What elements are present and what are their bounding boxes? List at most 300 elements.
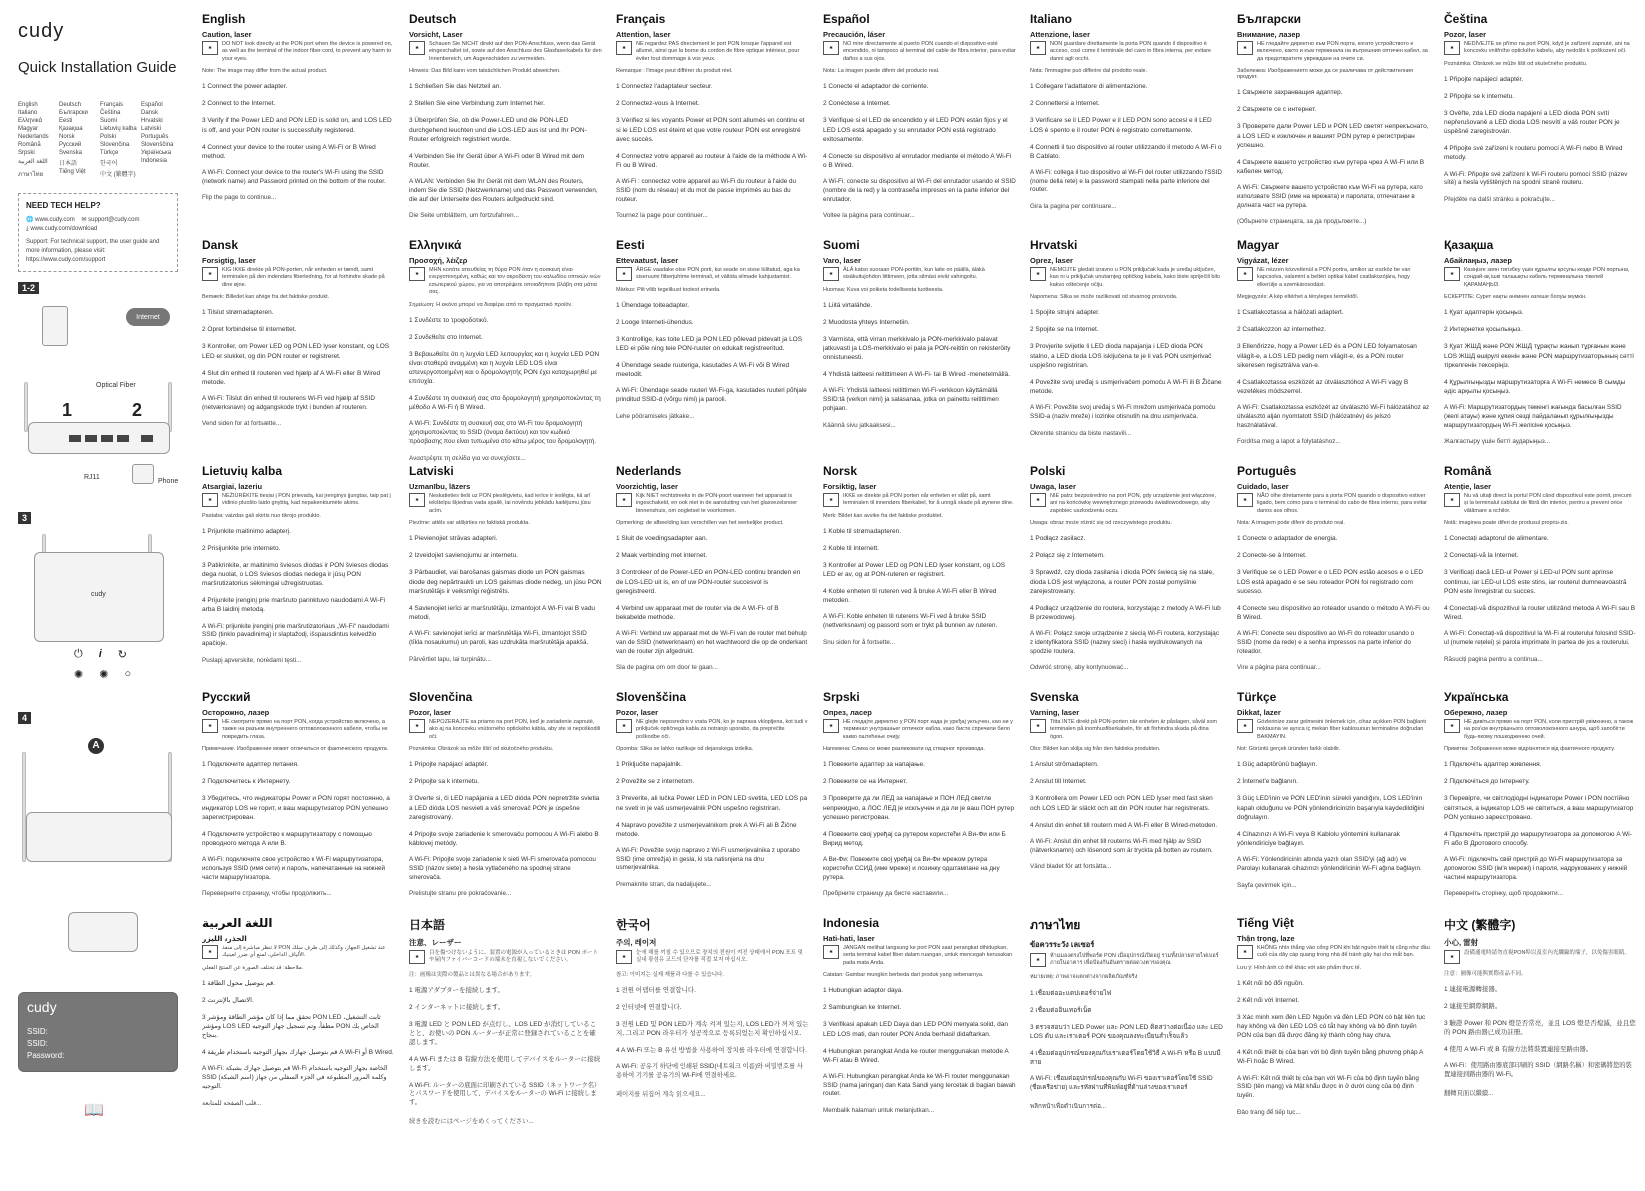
language-section [1030, 10, 1223, 236]
led-on-icon: ✺ [74, 669, 84, 681]
support-note: Support: For technical support, the user guide and more information, please visit: https://www.cudy.com/support [26, 239, 160, 263]
caution-text: NIE patrz bezpośrednio na port PON, gdy urządzenie jest włączone, ani na końcówkę wewnętrznego przewodu światłowodowego, aby zapobiec uszkodzeniu oczu. [1050, 493, 1217, 514]
laser-warning-icon: ✱ [1030, 267, 1046, 281]
illustration-wifi [18, 732, 178, 1132]
language-heading: Svenska [1030, 690, 1079, 704]
install-step: 4 Συνδέστε τη συσκευή σας στο δρομολογητή χρησιμοποιώντας τη μέθοδο A Wi-Fi ή B Wired. [409, 395, 601, 412]
install-step: 1 Повежите адаптер за напајање. [823, 761, 925, 769]
illustration-connect [18, 302, 178, 502]
wifi-instruction: A Wi-Fi: Свържете вашето устройство към Wi-Fi на рутера, като използвате SSID (име на мрежата) и паролата, отпечатани в долната част на рутера. [1237, 183, 1423, 209]
caution-title: Varo, laser [823, 256, 861, 265]
wifi-instruction: A Wi-Fi: Verbind uw apparaat met de Wi-Fi van de router met behulp van de SSID (netwerknaam) en het wachtwoord die op de onderkant van de router zijn afgedrukt. [616, 629, 808, 655]
wifi-instruction: A Wi-Fi: Yhdistä laitteesi reitittimen Wi-Fi-verkkoon käyttämällä SSID:tä (verkon nimi) ja salasanaa, jotka on painettu reitittimen pohjaan. [823, 387, 999, 413]
power-adapter [42, 306, 68, 346]
install-step: 4 使用 A Wi-Fi 或 B 有線方法將裝置連接至路由器。 [1444, 1046, 1593, 1054]
language-index-item: Eesti [59, 118, 73, 124]
install-step: 2 Pripojte sa k internetu. [409, 778, 480, 786]
language-index-item: Suomi [100, 118, 118, 124]
laser-warning-icon: ✱ [1237, 719, 1253, 733]
language-index-item: Indonesia [141, 158, 168, 164]
language-section [1444, 236, 1637, 462]
install-step: 2 الاتصال بالإنترنت. [202, 996, 254, 1004]
install-step: 2 Connectez-vous à Internet. [616, 100, 700, 108]
language-heading: Français [616, 12, 666, 26]
language-section [1444, 10, 1637, 236]
note-text: Not: Görüntü gerçek üründen farklı olabilir. [1237, 746, 1341, 753]
note-text: Σημείωση: Η εικόνα μπορεί να διαφέρει από το πραγματικό προϊόν. [409, 301, 573, 308]
caution-text: 設備通電時請勿直視PON埠以及室內光纖線的端子，以免傷害眼睛。 [1464, 950, 1630, 956]
caution-title: Опрез, ласер [823, 708, 872, 717]
caution-text: DO NOT look directly at the PON port when the device is powered on, as well as the terminal of the indoor fiber cord, to prevent any harm to your eyes. [222, 41, 393, 62]
language-index-item: English [18, 102, 38, 108]
language-index-item: Slovenčina [100, 142, 130, 148]
laser-warning-icon: ✱ [1444, 41, 1460, 55]
caution-text: JANGAN melihat langsung ke port PON saat perangkat dihidupkan, serta terminal kabel fiber dalam ruangan, untuk mencegah kerusakan pada mata Anda. [843, 945, 1013, 966]
laser-warning-icon: ✱ [1444, 493, 1460, 507]
install-step: 2 Připojte se k internetu. [1444, 92, 1515, 100]
language-index-item: اللغة العربية [18, 159, 48, 165]
language-index-item: Dansk [141, 110, 159, 116]
language-heading: Čeština [1444, 12, 1488, 26]
install-step: 4 Podłącz urządzenie do routera, korzystając z metody A Wi-Fi lub B przewodowej. [1030, 604, 1221, 621]
caution-title: Προσοχή, λέιζερ [409, 256, 468, 265]
language-index-item: Magyar [18, 126, 39, 132]
laser-warning-icon: ✱ [1237, 945, 1253, 959]
caution-row [409, 41, 602, 63]
ethernet-port [117, 435, 129, 442]
install-step: 3 Patikrinkite, ar maitinimo šviesos diodas ir PON šviesos diodas dega nuolat, o LOS šviesos diodas nedega ir jūsų PON maršrutizatorius sėkmingai užregistruotas. [202, 562, 389, 588]
caution-text: ÄLÄ katso suoraan PON-porttiin, kun laite on päällä, äläkä sisäkuitujohdon liittimeen, jotta silmäsi eivät vahingoitu. [843, 267, 985, 281]
install-step: 4 Подключите устройство к маршрутизатору с помощью проводного метода A или B. [202, 830, 372, 847]
install-step: 1 Schließen Sie das Netzteil an. [409, 83, 502, 91]
wifi-instruction: A Wi-Fi: Conecte seu dispositivo ao Wi-Fi do roteador usando o SSID (nome da rede) e a senha impressos na parte inferior do roteador. [1237, 629, 1415, 655]
language-section [823, 914, 1016, 1140]
language-columns [202, 10, 1637, 1140]
language-heading: Español [823, 12, 870, 26]
install-step: 4 Povežite svoj uređaj s usmjerivačem pomoću A Wi-Fi ili B Žičane metode. [1030, 378, 1222, 395]
tech-help-title: NEED TECH HELP? [26, 201, 101, 210]
language-heading: Latviski [409, 464, 454, 478]
caution-text: НЕ смотрите прямо на порт PON, когда устройство включено, а также на разъем внутреннего оптоволоконного кабеля, чтобы не повредить глаза. [222, 719, 388, 740]
install-step: 1 Pripojte napájací adaptér. [409, 761, 489, 769]
install-step: 2 Conecte-se à Internet. [1237, 552, 1307, 560]
install-step: 2 인터넷에 연결합니다. [616, 1003, 682, 1011]
laser-warning-icon: ✱ [202, 41, 218, 55]
flip-page-text: Sla de pagina om om door te gaan... [616, 664, 718, 672]
install-step: 4 Csatlakoztassa eszközét az útválasztóhoz A Wi-Fi vagy B vezetékes módszerrel. [1237, 378, 1409, 395]
install-step: 2 Connettersi a Internet. [1030, 100, 1100, 108]
flip-page-text: Okrenite stranicu da biste nastavili... [1030, 429, 1132, 437]
wifi-instruction: A Wi-Fi: Συνδέστε τη συσκευή σας στο Wi-Fi του δρομολογητή χρησιμοποιώντας το SSID (όνομα δικτύου) και τον κωδικό πρόσβασης που είναι τυπωμένα στο κάτω μέρος του δρομολογητή. [409, 420, 597, 446]
caution-text: NÃO olhe diretamente para a porta PON quando o dispositivo estiver ligado, bem como para o terminal do cabo de fibra interno, para evitar danos aos olhos. [1257, 493, 1427, 514]
language-section [616, 462, 809, 688]
language-section [1237, 688, 1430, 914]
caution-row [1237, 719, 1430, 741]
install-step: 4 Свържете вашето устройство към рутера чрез A Wi-Fi или B кабелен метод. [1237, 158, 1425, 175]
language-section [616, 914, 809, 1140]
wifi-instruction: A Wi-Fi: Маршрутизатордың төменгі жағында басылған SSID (желі атауы) және құпия сөзді пайдаланып құрылғыңызды маршрутизатордың Wi-Fi желісіне қосыңыз. [1444, 403, 1622, 429]
laser-warning-icon: ✱ [1030, 493, 1046, 507]
install-step: 3 Sprawdź, czy dioda zasilania i dioda PON świecą się na stałe, dioda LOS jest wyłączona, a router PON został pomyślnie zarejestrowany. [1030, 569, 1214, 595]
caution-row [409, 267, 602, 297]
install-step: 4 Koble enheten til ruteren ved å bruke A Wi-Fi eller B Wired metoden. [823, 588, 997, 605]
install-step: 2 Повежите се на Интернет. [823, 778, 908, 786]
install-step: 3 Preverite, ali lučka Power LED in PON LED svetita, LED LOS pa ne sveti in je vaš usmerjevalnik PON uspešno registriran. [616, 795, 808, 812]
caution-text: NE glejte neposredno v vrata PON, ko je naprava vklopljena, kot tudi v priključek optičnega kabla za notranjo uporabo, da preprečite poškodbe oči. [636, 719, 808, 740]
install-step: 2 Izveidojiet savienojumu ar internetu. [409, 552, 519, 560]
install-step: 3 Vérifiez si les voyants Power et PON sont allumés en continu et si le LED LOS est éteint et que votre routeur PON est enregistré avec succès. [616, 117, 805, 143]
caution-title: Thận trọng, laze [1237, 934, 1295, 943]
caution-title: Forsiktig, laser [823, 482, 877, 491]
language-heading: 中文 (繁體字) [1444, 918, 1516, 932]
language-section [1030, 236, 1223, 462]
install-step: 3 تحقق مما إذا كان مؤشر الطاقة ومؤشر PON LED ثابت التشغيل، ومؤشر LOS LED مطفأ، وتم تسجيل جهاز التوجيه PON الخاص بك بنجاح. [202, 1014, 381, 1040]
install-step: 1 Csatlakoztassa a hálózati adaptert. [1237, 309, 1344, 317]
flip-page-text: Sayfa çevirmek için... [1237, 881, 1297, 889]
optical-fiber-label: Optical Fiber [96, 382, 136, 389]
laser-warning-icon: ✱ [823, 41, 839, 55]
language-section [202, 236, 395, 462]
install-step: 3 Βεβαιωθείτε ότι η λυχνία LED λειτουργίας και η λυχνία LED PON είναι σταθερά αναμμένη και η λυχνία LED LOS είναι απενεργοποιημένη και ο δρομολογητής PON έχει καταχωρηθεί με επιτυχία. [409, 350, 600, 386]
laser-warning-icon: ✱ [823, 493, 839, 507]
caution-row [202, 41, 395, 63]
install-step: 3 Überprüfen Sie, ob die Power-LED und die PON-LED durchgehend leuchten und die LOS-LED aus ist und Ihr PON-Router erfolgreich registriert wurde. [409, 117, 587, 143]
language-heading: Norsk [823, 464, 858, 478]
flip-page-text: Voltee la página para continuar... [823, 212, 915, 220]
caution-text: NEDÍVEJTE se přímo na port PON, když je zařízení zapnuté, ani na koncovku vnitřního optického kabelu, aby nedošlo k poškození očí. [1464, 41, 1630, 55]
caution-text: Kijk NIET rechtstreeks in de PON-poort wanneer het apparaat is ingeschakeld, en ook niet in de aansluiting van het glasvezelsnoer binnenshuis, om oogletsel te voorkomen. [636, 493, 798, 514]
caution-row [1030, 719, 1223, 741]
install-step: 1 Podłącz zasilacz. [1030, 535, 1086, 543]
caution-title: Vorsicht, Laser [409, 30, 463, 39]
caution-text: NEŽIŪRĖKITE tiesiai į PON prievadą, kai įrenginys įjungtas, taip pat į vidinio pluošto laido gnybtą, kad nepakenktumėte akims. [222, 493, 391, 507]
install-step: 2 Свържете се с интернет. [1237, 106, 1317, 114]
install-step: 4 Connetti il tuo dispositivo al router utilizzando il metodo A Wi-Fi o B Cablato. [1030, 143, 1222, 160]
caution-title: Precaución, láser [823, 30, 886, 39]
wifi-instruction: A Wi-Fi: Anslut din enhet till routerns Wi-Fi med hjälp av SSID (nätverksnamn) och lösenord som är tryckta på botten av routern. [1030, 837, 1213, 854]
flip-page-text: Vend siden for at fortsætte... [202, 420, 282, 428]
caution-text: НЕ гледайте директно към PON порта, когато устройството е включено, както и към терминала на вътрешния оптичен кабел, за да предотвратите увреждане на очите си. [1257, 41, 1428, 62]
language-section [823, 236, 1016, 462]
laser-warning-icon: ✱ [202, 945, 218, 959]
language-section [616, 10, 809, 236]
caution-row [202, 493, 395, 508]
install-step: 2 Csatlakozzon az internethez. [1237, 326, 1326, 334]
led-indicator-row [74, 648, 127, 661]
install-step: 2 Conectați-vă la Internet. [1444, 552, 1519, 560]
wifi-instruction: A Wi-Fi: เชื่อมต่ออุปกรณ์ของคุณกับ Wi-Fi ของเราเตอร์โดยใช้ SSID (ชื่อเครือข่าย) และรหัสผ่านที่พิมพ์อยู่ที่ด้านล่างของเราเตอร์ [1030, 1075, 1213, 1092]
install-step: 3 Provjerite svijetle li LED dioda napajanja i LED dioda PON stalno, a LED dioda LOS isključena te je li vaš PON usmjerivač uspješno registriran. [1030, 343, 1212, 369]
caution-title: Внимание, лазер [1237, 30, 1301, 39]
language-section [1237, 10, 1430, 236]
flip-page-text: Membalik halaman untuk melanjutkan... [823, 1107, 934, 1115]
language-section [823, 462, 1016, 688]
language-heading: Srpski [823, 690, 860, 704]
language-heading: Slovenščina [616, 690, 687, 704]
install-step: 1 Conecte o adaptador de energia. [1237, 535, 1338, 543]
install-step: 1 Priključite napajalnik. [616, 761, 683, 769]
language-section [1030, 914, 1223, 1140]
wifi-instruction: A Ви-Фи: Повежите свој уређај са Ви-Фи мрежом рутера користећи ССИД (име мреже) и лозинку одштампане на дну рутера. [823, 855, 1000, 881]
caution-title: Forsigtig, laser [202, 256, 256, 265]
install-step: 3 Verificați dacă LED-ul Power și LED-ul PON sunt aprinse continuu, iar LED-ul LOS este stins, iar routerul dumneavoastră PON este înregistrat cu succes. [1444, 569, 1627, 595]
caution-text: IKKE se direkte på PON porten når enheten er slått på, samt terminalen til innendørs fiberkabel, for å unngå skade på øynene dine. [843, 493, 1014, 507]
language-index-item: Italiano [18, 110, 38, 116]
install-step: 4 Connect your device to the router using A Wi-Fi or B Wired method. [202, 143, 376, 160]
caution-title: Осторожно, лазер [202, 708, 270, 717]
caution-text: Schauen Sie NICHT direkt auf den PON-Anschluss, wenn das Gerät eingeschaltet ist, sowie auf den Anschluss des Glasfaserkabels für den Innenbereich, um Augenschäden zu vermeiden. [429, 41, 602, 62]
caution-row [1444, 719, 1637, 741]
language-section [1030, 688, 1223, 914]
laser-warning-icon: ✱ [1237, 41, 1253, 55]
language-heading: English [202, 12, 246, 26]
note-text: Megjegyzés: A kép eltérhet a tényleges terméktől. [1237, 294, 1359, 301]
router-front [34, 552, 164, 642]
install-step: 4 Verbind uw apparaat met de router via de A Wi-Fi- of B bekabelde methode. [616, 604, 779, 621]
brand-logo: cudy [18, 20, 65, 42]
laser-warning-icon: ✱ [409, 719, 425, 733]
caution-row [202, 719, 395, 741]
caution-row [1237, 267, 1430, 289]
caution-text: ΜΗΝ κοιτάτε απευθείας τη θύρα PON όταν η συσκευή είναι ενεργοποιημένη, καθώς και τον ακροδέκτη του καλωδίου οπτικών ινών εσωτερικού χώρου, για να αποτρέψετε οποιαδήποτε βλάβη στα μάτια σας. [429, 267, 601, 296]
language-heading: ภาษาไทย [1030, 918, 1081, 932]
caution-title: Pozor, laser [409, 708, 452, 717]
caution-row [1237, 41, 1430, 63]
wifi-instruction: A Wi-Fi: Połącz swoje urządzenie z siecią Wi-Fi routera, korzystając z identyfikatora SSID (nazwy sieci) i hasła wydrukowanych na spodzie routera. [1030, 629, 1219, 655]
install-step: 2 インターネットに接続します。 [409, 1003, 505, 1011]
language-heading: Português [1237, 464, 1297, 478]
caution-row [616, 950, 809, 965]
laser-warning-icon: ✱ [1030, 41, 1046, 55]
los-icon: ↻ [117, 649, 127, 661]
wifi-instruction: A Wi-Fi: savienojiet ierīci ar maršrutētāja Wi-Fi, izmantojot SSID (tīkla nosaukumu) un paroli, kas uzdrukāta maršrutētāja apakšā. [409, 629, 589, 646]
flip-page-text: Pārvērtiet lapu, lai turpinātu... [409, 655, 491, 663]
flip-page-text: Gira la pagina per continuare... [1030, 203, 1117, 211]
language-section [823, 688, 1016, 914]
install-step: 4 Pripojte svoje zariadenie k smerovaču pomocou A Wi-Fi alebo B káblovej metódy. [409, 830, 599, 847]
language-section [1237, 462, 1430, 688]
step-badge-1-2: 1-2 [18, 282, 39, 294]
email-link[interactable]: support@cudy.com [88, 217, 140, 223]
connector-number-1: 1 [62, 400, 73, 420]
language-index-item: Română [18, 142, 41, 148]
website-row [26, 216, 170, 225]
install-step: 4 Hubungkan perangkat Anda ke router menggunakan metode A Wi-Fi atau B Wired. [823, 1047, 1009, 1064]
wifi-instruction: A Wi-Fi: Povežite svoj uređaj s Wi-Fi mrežom usmjerivača pomoću SSID-a (naziv mreže) i lozinke otisnutih na dnu usmjerivača. [1030, 403, 1216, 420]
language-section [202, 914, 395, 1140]
caution-title: الحذر، الليزر [202, 934, 247, 943]
language-heading: Hrvatski [1030, 238, 1078, 252]
language-heading: Dansk [202, 238, 239, 252]
caution-text: NO mire directamente al puerto PON cuando el dispositivo esté encendido, ni tampoco al terminal del cable de fibra interior, para evitar daños a sus ojos. [843, 41, 1016, 62]
note-text: 注意：圖像可能與實際產品不同。 [1444, 971, 1527, 977]
install-step: 1 電源アダプターを接続します。 [409, 986, 504, 994]
caution-title: Pozor, laser [1444, 30, 1487, 39]
flip-page-text: Flip the page to continue... [202, 194, 277, 202]
info-icon: i [98, 648, 102, 660]
caution-text: ÄRGE vaadake otse PON porti, kui seade on sisse lülitatud, aga ka siseruumi fiiberjuhtme terminali, et vältida silmade kahjustamist. [636, 267, 800, 281]
laser-warning-icon: ✱ [1030, 719, 1046, 733]
language-heading: 한국어 [616, 918, 651, 932]
router-label-card [18, 992, 178, 1072]
install-step: 1 Collegare l'adattatore di alimentazione. [1030, 83, 1148, 91]
laser-warning-icon: ✱ [616, 719, 632, 733]
note-text: Примітка: Зображення може відрізнятися від фактичного продукту. [1444, 746, 1615, 753]
note-text: Pastaba: vaizdas gali skirtis nuo tikrojo produkto. [202, 512, 321, 519]
language-heading: Қазақша [1444, 238, 1494, 252]
internet-cloud-icon: Internet [126, 308, 170, 326]
caution-text: KIG IKKE direkte på PON-porten, når enheden er tændt, samt terminalen på den indendørs fiberledning, for at forhindre skade på dine øjne. [222, 267, 385, 288]
led-off-icon: ○ [124, 668, 132, 680]
website-link[interactable]: www.cudy.com [35, 217, 75, 223]
language-heading: Українська [1444, 690, 1509, 704]
flip-page-text: Fordítsa meg a lapot a folytatáshoz... [1237, 438, 1341, 446]
language-section [202, 10, 395, 236]
install-step: 4 Kết nối thiết bị của bạn với bộ định tuyến bằng phương pháp A Wi-Fi hoặc B Wired. [1237, 1049, 1423, 1066]
led-on-icon: ✺ [99, 669, 109, 681]
install-step: 1 Güç adaptörünü bağlayın. [1237, 761, 1318, 769]
install-step: 3 Ověřte, zda LED dioda napájení a LED dioda PON svítí nepřerušovaně a LED dioda LOS nesvítí a váš router PON je úspěšně zaregistrován. [1444, 110, 1620, 136]
language-section [616, 688, 809, 914]
caution-row [409, 719, 602, 741]
laser-warning-icon: ✱ [1237, 267, 1253, 281]
language-heading: Русский [202, 690, 251, 704]
language-index-item: Türkçe [100, 150, 119, 156]
caution-row [823, 267, 1016, 282]
caution-row [823, 493, 1016, 508]
caution-row [1444, 493, 1637, 515]
caution-row [1444, 41, 1637, 56]
flip-page-text: Tournez la page pour continuer... [616, 212, 708, 220]
caution-text: Көзіңізге зиян тигізбеу үшін құрылғы қосулы кезде PON портына, сондай-ақ ішкі талшықты кабель терминалына тікелей ҚАРАМАҢЫЗ. [1464, 267, 1630, 288]
language-heading: Italiano [1030, 12, 1073, 26]
install-step: 2 Koble til Internett. [823, 544, 880, 552]
language-heading: Ελληνικά [409, 238, 462, 252]
laser-warning-icon: ✱ [202, 719, 218, 733]
ethernet-port [101, 435, 113, 442]
install-step: 4 A Wi-Fi 또는 B 유선 방법을 사용하여 장치를 라우터에 연결합니다. [616, 1047, 808, 1055]
caution-text: NEPOZERAJTE sa priamo na port PON, keď je zariadenie zapnuté, ako aj na koncovku vnútorného optického kábla, aby ste si nepoškodili oči. [429, 719, 601, 740]
flip-page-text: Puslapį apverskite, norėdami tęsti... [202, 656, 302, 664]
caution-title: Dikkat, lazer [1237, 708, 1281, 717]
flip-page-text: Vänd bladet för att fortsätta... [1030, 863, 1112, 871]
language-section [409, 236, 602, 462]
install-step: 1 Conecte el adaptador de corriente. [823, 83, 929, 91]
laser-warning-icon: ✱ [823, 945, 839, 959]
note-text: Note: The image may differ from the actual product. [202, 68, 328, 75]
note-text: 注：画像は実際の製品とは異なる場合があります。 [409, 971, 536, 978]
flip-page-text: Odwróć stronę, aby kontynuować... [1030, 664, 1129, 672]
language-heading: 日本語 [409, 918, 446, 932]
caution-row [409, 493, 602, 515]
install-step: 4 Připojte své zařízení k routeru pomocí A Wi-Fi nebo B Wired metody. [1444, 145, 1623, 162]
language-index-item: Deutsch [59, 102, 82, 108]
router-antenna [24, 382, 28, 432]
install-step: 4 Verbinden Sie Ihr Gerät über A Wi-Fi oder B Wired mit dem Router. [409, 152, 585, 169]
laptop-icon [68, 912, 138, 952]
note-text: Lưu ý: Hình ảnh có thể khác với sản phẩm thực tế. [1237, 964, 1362, 971]
language-index-item: Nederlands [18, 134, 49, 140]
wifi-instruction: A Wi-Fi: collega il tuo dispositivo al Wi-Fi del router utilizzando l'SSID (nome della rete) e la password stampati nella parte inferiore del router. [1030, 168, 1222, 194]
caution-text: Neskatieties tieši uz PON pieslēgvietu, kad ierīce ir ieslēgta, kā arī iekštelpu šķiedras vada spailē, lai novērstu jebkādu kaitējumu jūsu acīm. [429, 493, 591, 514]
download-link[interactable]: www.cudy.com/download [30, 226, 98, 232]
install-step: 2 Opret forbindelse til internettet. [202, 326, 297, 334]
language-heading: Slovenčina [409, 690, 473, 704]
book-icon: 📖 [84, 1102, 104, 1119]
mail-icon: ✉ [81, 217, 87, 223]
note-text: Poznámka: Obrázek se může lišit od skutečného produktu. [1444, 60, 1588, 67]
install-step: 3 Ellenőrizze, hogy a Power LED és a PON LED folyamatosan világít-e, a LOS LED pedig nem világít-e, és a PON router sikeresen regisztrálva van-e. [1237, 343, 1417, 369]
install-step: 1 Anslut strömadaptern. [1030, 761, 1099, 769]
install-step: 2 Muodosta yhteys Internetiin. [823, 318, 910, 326]
note-text: Hinweis: Das Bild kann vom tatsächlichen Produkt abweichen. [409, 68, 561, 75]
laser-warning-icon: ✱ [616, 493, 632, 507]
laser-warning-icon: ✱ [409, 950, 425, 964]
note-text: หมายเหตุ: ภาพอาจแตกต่างจากผลิตภัณฑ์จริง [1030, 973, 1138, 980]
note-text: Märkus: Pilt võib tegelikust tootest erineda. [616, 286, 721, 293]
guide-title: Quick Installation Guide [18, 59, 177, 76]
flip-page-text: Răsuciți pagina pentru a continua... [1444, 655, 1543, 663]
language-section [1237, 914, 1430, 1140]
flip-page-text: (Обърнете страницата, за да продължите...) [1237, 218, 1367, 226]
install-step: 2 連接至網際網路。 [1444, 1003, 1502, 1011]
rj11-label: RJ11 [84, 474, 100, 481]
caution-row [1444, 950, 1637, 964]
install-step: 2 Conéctese a Internet. [823, 100, 891, 108]
language-heading: Nederlands [616, 464, 682, 478]
pon-port [141, 435, 153, 442]
caution-text: KHÔNG nhìn thẳng vào cổng PON khi bật nguồn thiết bị cũng như đầu cuối của dây cáp quang trong nhà để tránh gây hại cho mắt bạn. [1257, 945, 1430, 959]
note-text: Nota: l'immagine può differire dal prodotto reale. [1030, 68, 1148, 75]
note-text: Напомена: Слика се може разликовати од стварног производа. [823, 746, 985, 753]
laser-warning-icon: ✱ [616, 950, 632, 964]
language-heading: Türkçe [1237, 690, 1277, 704]
wifi-instruction: A Wi-Fi: Pripojte svoje zariadenie k sieti Wi-Fi smerovača pomocou SSID (názov siete) a hesla vytlačeného na spodnej strane smerovača. [409, 855, 596, 881]
note-text: Huomaa: Kuva voi poiketa todellisesta tuotteesta. [823, 286, 944, 293]
install-step: 1 Подключите адаптер питания. [202, 761, 299, 769]
caution-row [409, 950, 602, 965]
laser-warning-icon: ✱ [1030, 953, 1046, 967]
language-index-item: 한국어 [100, 161, 118, 167]
wifi-instruction: A Wi-Fi: Koble enheten til ruterens Wi-Fi ved å bruke SSID (nettverksnavn) og passord som er trykt på bunnen av ruteren. [823, 613, 998, 630]
caution-title: 注意、レーザー [409, 938, 462, 947]
wifi-instruction: A Wi-Fi: Conectați-vă dispozitivul la Wi-Fi al routerului folosind SSID-ul (numele rețelei) și parola imprimate în partea de jos a routerului. [1444, 629, 1636, 646]
install-step: 4 Prijunkite įrenginį prie maršruto parinktuvo naudodami A Wi-Fi arba B laidinį metodą. [202, 597, 386, 614]
install-step: 3 전원 LED 및 PON LED가 계속 켜져 있는지, LOS LED가 꺼져 있는지, 그리고 PON 라우터가 성공적으로 등록되었는지 확인하십시오. [616, 1021, 809, 1038]
install-step: 2 เชื่อมต่ออินเทอร์เน็ต [1030, 1006, 1092, 1014]
wifi-instruction: A Wi-Fi: підключіть свій пристрій до Wi-Fi маршрутизатора за допомогою SSID (ім'я мережі) і пароля, надрукованих у нижній частині маршрутизатора. [1444, 855, 1628, 881]
wifi-instruction: A Wi-Fi: Connect your device to the router's Wi-Fi using the SSID (network name) and Password printed on the bottom of the router. [202, 168, 386, 185]
laser-warning-icon: ✱ [202, 493, 218, 507]
install-step: 1 Connectez l'adaptateur secteur. [616, 83, 713, 91]
install-step: 1 Tilslut strømadapteren. [202, 309, 274, 317]
wifi-instruction: A Wi-Fi: ルーターの底面に印刷されている SSID（ネットワーク名）とパスワードを使用して、デバイスをルーターの Wi-Fi に接続します。 [409, 1081, 601, 1107]
note-text: Catatan: Gambar mungkin berbeda dari produk yang sebenarnya. [823, 972, 984, 979]
install-step: 2 Sambungkan ke Internet. [823, 1004, 902, 1012]
language-section [616, 236, 809, 462]
caution-title: Attention, laser [616, 30, 671, 39]
language-heading: Български [1237, 12, 1302, 26]
install-step: 2 Povežite se z internetom. [616, 778, 695, 786]
language-index-item: Português [141, 134, 169, 140]
install-step: 3 驗證 Power 和 PON 燈是否常亮，並且 LOS 燈是否熄滅，並且您的 PON 路由器已成功註冊。 [1444, 1020, 1636, 1037]
language-section [1030, 462, 1223, 688]
install-step: 1 Connect the power adapter. [202, 83, 288, 91]
step-badge-4: 4 [18, 712, 31, 724]
language-index-item: Қазақша [59, 126, 83, 132]
wifi-instruction: A Wi-Fi：使用路由器底部印刷的 SSID（網路名稱）和密碼將您的裝置連接到路由器的 Wi-Fi。 [1444, 1062, 1632, 1079]
language-section [823, 10, 1016, 236]
